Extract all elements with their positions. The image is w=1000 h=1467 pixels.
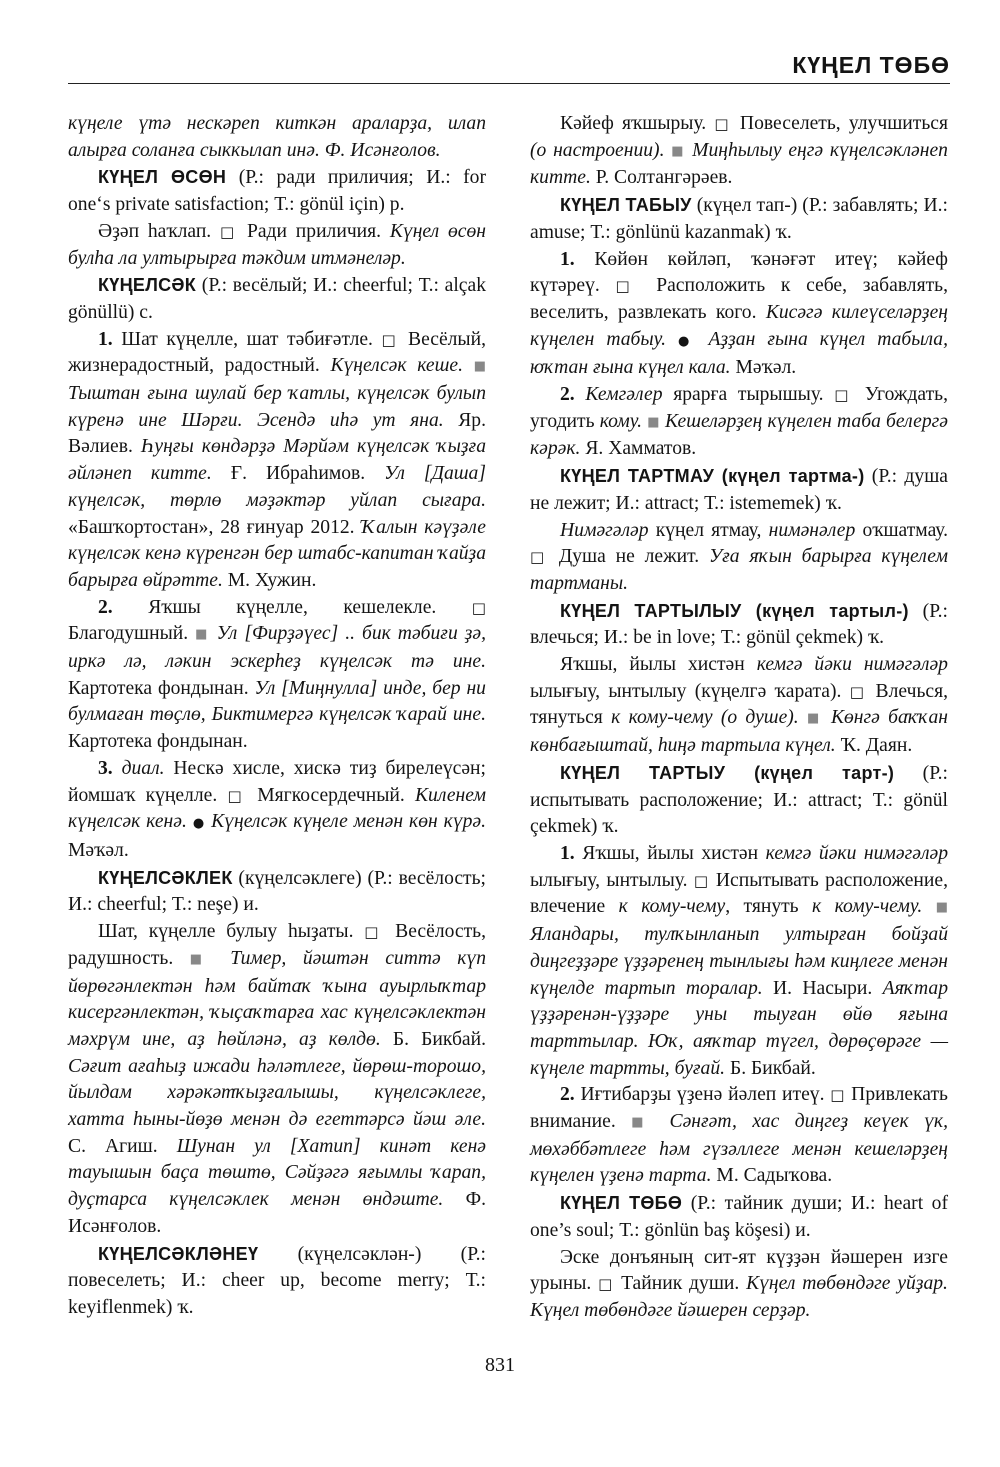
left-column [68, 111, 486, 1322]
right-column [530, 111, 948, 1325]
entry-kunelseklenew-header: КҮҢЕЛСӘКЛӘНЕҮ (күңелсәклән-) (Р.: повеселеть; И.: cheer up, become merry; Т.: keyiflenmek) ҡ. [68, 1243, 486, 1318]
quote-square-icon: ■ [473, 359, 486, 375]
entry-kunel-tartyu-sense-2: 2. Иғтибарҙы үҙенә йәлеп итеү. □ Привлекать внимание. ■ Сәнғәт, хас диңгеҙ кеүек үк, мөхәббәтлеге һәм гүзәллеге менән кешеләрҙең күңелен үҙенә тарта. М. Садыҡова. [530, 1084, 948, 1187]
entry-kunelsek-sense-2: 2. Яҡшы күңелле, кешелекле. □ Благодушный. ■ Ул [Фирҙәүес] .. бик тәбиғи ҙә, иркә лә, ләкин эскерһеҙ күңелсәк тә ине. Картотека фондынан. Ул [Миңнулла] инде, бер ни булмаған төҫлө, Биктимергә күңелсәк ҡарай ине. Картотека фондынан. [68, 596, 486, 753]
translation-box-icon: □ [714, 115, 732, 133]
translation-box-icon: □ [381, 330, 400, 349]
entry-kunel-tartyu-sense-1: 1. Яҡшы, йылы хистән кемгә йәки нимәгәләр ылығыу, ынтылыу. □ Испытывать расположение, влечение к кому-чему, тянуть к кому-чему. ■ Яландары, тулҡынланып ултырған бойҙай диңгеҙҙәре үҙҙәренең тынлығы һәм киңлеге менән күңелде тартып торалар. И. Насыри. Аяҡтар үҙҙәренән-үҙҙәре уны тыуған өйө яғына тарттылар. Юҡ, аяҡтар түгел, дөрөҫөрәге — күңеле тартты, буғай. Б. Бикбай. [530, 842, 949, 1079]
continued-entry: күңеле үтә нескәреп киткән араларҙа, илап алырға соланға сыккылап инә. Ф. Исәнғолов. [68, 113, 486, 161]
quote-square-icon: ■ [195, 627, 210, 643]
entry-kunel-oson-header [68, 164, 486, 218]
entry-kunel-tobo-header: КҮҢЕЛ ТӨБӨ (Р.: тайник души; И.: heart of one’s soul; Т.: gönlün baş köşesi) и. [530, 1193, 948, 1241]
translation-box-icon: □ [615, 277, 641, 296]
entry-kunel-tobo-sense: Эске донъяның сит-ят күҙҙән йәшерен изге урыны. □ Тайник души. Күңел төбөндәге уйҙар. Күңел төбөндәге йәшерен серҙәр. [530, 1246, 948, 1321]
entry-kunel-tabyu-header: КҮҢЕЛ ТАБЫУ (күңел тап-) (Р.: забавлять; И.: amuse; Т.: gönlünü kazanmak) ҡ. [530, 195, 948, 243]
entry-kunelsek-header: КҮҢЕЛСӘК (Р.: весёлый; И.: cheerful; Т.: alçak gönüllü) с. [68, 275, 486, 323]
headword: КҮҢЕЛ ТАРТМАУ (күңел тартма-) [560, 466, 865, 487]
quote-square-icon: ■ [189, 951, 214, 967]
gloss: (Р.: ради приличия; И.: for one‘s private satisfaction; Т.: gönül için) p. [68, 167, 487, 216]
entry-kunel-oson-sense: Әҙәп һаҡлап. □ Ради приличия. Күңел өсөн булһа ла ултырырға тәкдим итмәнеләр. [68, 220, 486, 269]
entry-kunelsek-sense-1: 1. Шат күңелле, шат тәбиғәтле. □ Весёлый, жизнерадостный, радостный. Күңелсәк кеше. ■ Тыштан ғына шулай бер ҡатлы, күңелсәк булып күренә ине Шәрғи. Эсендә иһә ут яна. Яр. Вәлиев. Һуңғы көндәрҙә Мәрйәм күңелсәк ҡыҙға әйләнеп китте. Ғ. Ибраһимов. Ул [Даша] күңелсәк, төрлө мәҙәктәр уйлап сығара. «Башҡортостан», 28 ғинуар 2012. Ҡалын кәүҙәле күңелсәк кенә күренгән бер штабс-капитан ҡайҙа барырға өйрәтте. М. Хужин. [68, 328, 486, 591]
entry-kunel-tartylyu-header: КҮҢЕЛ ТАРТЫЛЫУ (күңел тартыл-) (Р.: влечься; И.: be in love; Т.: gönül çekmek) ҡ. [530, 600, 948, 649]
entry-kunelsek-sense-3: 3. диал. Нескә хисле, хискә тиҙ бирелеүсән; йомшаҡ күңелле. □ Мягкосердечный. Киленем күңелсәк кенә. ● Күңелсәк күңеле менән көн күрә. Мәҡәл. [68, 757, 487, 861]
entry-kunel-tartyu-header: КҮҢЕЛ ТАРТЫУ (күңел тарт-) (Р.: испытывать расположение; И.: attract; Т.: gönül çekmek) ҡ. [530, 762, 948, 838]
translation-box-icon: □ [598, 1275, 615, 1294]
entry-kunel-tabyu-sense-2: 2. Кемгәлер ярарға тырышыу. □ Угождать, угодить кому. ■ Кешеләрҙең күңелен таба белергә кәрәк. Я. Хамматов. [530, 384, 949, 460]
headword: КҮҢЕЛСӘК [98, 275, 197, 296]
entry-kunelseklenew-sense: Кәйеф яҡшырыу. □ Повеселеть, улучшиться (о настроении). ■ Миңһылыу еңгә күңелсәкләнеп китте. Р. Солтангәрәев. [530, 113, 948, 189]
entry-kunel-tartylyu-sense: Яҡшы, йылы хистән кемгә йәки нимәгәләр ылығыу, ынтылыу (күңелгә ҡарата). □ Влечься, тянуться к кому-чему (о душе). ■ Көнгә баҡҡан көнбағыштай, һиңә тартыла күңел. Ҡ. Даян. [530, 654, 948, 757]
translation-box-icon: □ [530, 548, 550, 567]
quote-square-icon: ■ [807, 711, 823, 727]
running-head: КҮҢЕЛ ТӨБӨ [792, 52, 950, 78]
proverb-bullet-icon: ● [678, 333, 697, 349]
quote-square-icon: ■ [631, 1115, 655, 1131]
headword: КҮҢЕЛСӘКЛЕК [98, 867, 233, 888]
translation-box-icon: □ [364, 923, 385, 942]
entry-kunel-tabyu-sense-1: 1. Көйөн көйләп, ҡәнәғәт итеү; кәйеф күтәреү. □ Расположить к себе, забавлять, веселить, развлекать кого. Кисәгә килеүселәрҙең күңелен табыу. ● Аҙҙан ғына күңел табыла, юҡтан ғына күңел кала. Мәҡәл. [530, 248, 948, 379]
header-rule [68, 83, 950, 84]
entry-kunelseklek-header: КҮҢЕЛСӘКЛЕК (күңелсәклеге) (Р.: весёлость; И.: cheerful; Т.: neşe) и. [68, 867, 486, 916]
translation-box-icon: □ [834, 386, 855, 405]
headword: КҮҢЕЛ ТАБЫУ [560, 195, 692, 216]
entry-kunel-tartmau-sense: Нимәгәләр күңел ятмау, нимәнәлер оҡшатмау. □ Душа не лежит. Уға яҡын барырға күңелем тартманы. [530, 519, 949, 594]
headword: КҮҢЕЛ ТӨБӨ [560, 1193, 683, 1214]
quote-square-icon: ■ [671, 143, 686, 159]
proverb-bullet-icon: ● [192, 816, 206, 832]
headword: КҮҢЕЛ ӨСӨН [98, 167, 227, 188]
translation-box-icon: □ [220, 222, 239, 241]
entry-kunelseklek-sense: Шат, күңелле булыу һыҙаты. □ Весёлость, радушность. ■ Тимер, йәштән ситтә күп йөрөгәнлектән һәм байтаҡ ҡына ауырлыҡтар кисергәнлектән, ҡыҫаҡтарға хас күңелсәклектән мәхрүм ине, аҙ һөйләнә, аҙ көлдө. Б. Бикбай. Сәғит ағаһыҙ ижади һәләтлеге, йөрөш-торошо, йылдам хәрәкәтҡыҙғалышы, күңелсәклеге, хатта һыны-йөҙө менән дә егеттәрсә йәш әле. С. Агиш. Шунан ул [Хатип] кинәт кенә тауышын баҫа төштө, Сәйҙәгә яғымлы ҡарап, дуҫтарса күңелсәклек менән өндәште. Ф. Исәнғолов. [68, 921, 486, 1237]
headword: КҮҢЕЛ ТАРТЫЛЫУ (күңел тартыл-) [560, 600, 909, 621]
translation-box-icon: □ [471, 598, 486, 617]
page-number: 831 [485, 1354, 515, 1376]
entry-kunel-tartmau-header: КҮҢЕЛ ТАРТМАУ (күңел тартма-) (Р.: душа не лежит; И.: attract; Т.: istememek) ҡ. [530, 466, 948, 514]
translation-box-icon: □ [849, 682, 868, 701]
translation-box-icon: □ [830, 1086, 846, 1105]
headword: КҮҢЕЛСӘКЛӘНЕҮ [98, 1243, 259, 1264]
headword: КҮҢЕЛ ТАРТЫУ (күңел тарт-) [560, 762, 895, 783]
translation-box-icon: □ [693, 871, 710, 890]
quote-square-icon: ■ [935, 900, 948, 916]
translation-box-icon: □ [227, 786, 247, 805]
quote-square-icon: ■ [647, 414, 660, 430]
